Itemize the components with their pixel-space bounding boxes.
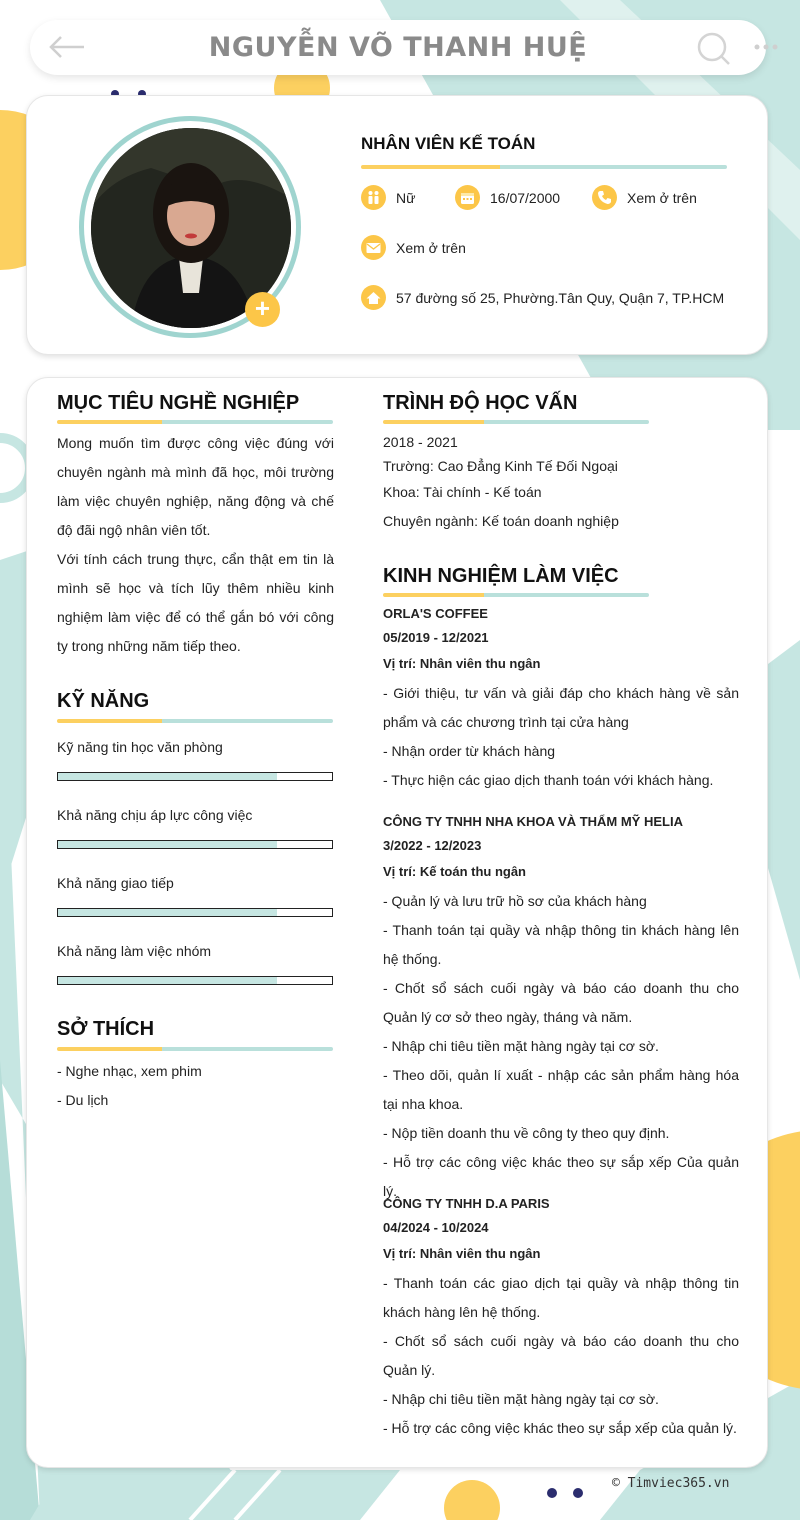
objective-line: nghiệm làm việc để có thể gắn bó với công: [57, 609, 334, 625]
job-period: 05/2019 - 12/2021: [383, 630, 489, 645]
objective-underline: [57, 420, 333, 424]
objective-line: Với tính cách trung thực, cẩn thật em tin là: [57, 551, 334, 567]
education-period: 2018 - 2021: [383, 434, 458, 450]
objective-line: ty trong những năm tiếp theo.: [57, 638, 241, 654]
phone-value: Xem ở trên: [627, 189, 697, 206]
job-position: Vị trí: Nhân viên thu ngân: [383, 656, 541, 671]
objective-line: chuyên ngành mà mình đã học, môi trường: [57, 464, 334, 480]
job-duty: - Chốt sổ sách cuối ngày và báo cáo doanh thu cho Quản lý cơ sở theo ngày, tháng và năm.: [383, 980, 739, 1025]
birthday-row: [455, 185, 560, 210]
skills-title: KỸ NĂNG: [57, 690, 150, 712]
objective-line: làm việc chuyên nghiệp, năng động và chế: [57, 493, 334, 509]
copyright-footer: © Timviec365.vn: [612, 1476, 730, 1491]
skill-bar: [57, 840, 333, 849]
skill-bar-fill: [58, 773, 277, 780]
skill-label: Khả năng chịu áp lực công việc: [57, 807, 253, 823]
skill-bar-fill: [58, 909, 277, 916]
education-school: Trường: Cao Đẳng Kinh Tế Đối Ngoại: [383, 458, 618, 474]
job-position: Vị trí: Nhân viên thu ngân: [383, 1246, 541, 1261]
skill-label: Khả năng làm việc nhóm: [57, 943, 212, 959]
phone-icon: [592, 185, 617, 210]
objective-line: độ đãi ngộ nhân viên tốt.: [57, 522, 211, 538]
skill-bar-fill: [58, 841, 277, 848]
email-row: [361, 235, 466, 260]
job-duty: - Nhập chi tiêu tiền mặt hàng ngày tại cơ sờ.: [383, 1038, 659, 1054]
skill-bar: [57, 772, 333, 781]
experience-entry: [383, 811, 739, 1206]
job-duty: - Thực hiện các giao dịch thanh toán với khách hàng.: [383, 772, 714, 788]
job-position: Vị trí: Kế toán thu ngân: [383, 864, 526, 879]
company-name: CÔNG TY TNHH D.A PARIS: [383, 1196, 550, 1211]
job-duty: - Nhận order từ khách hàng: [383, 743, 556, 759]
skill-label: Kỹ năng tin học văn phòng: [57, 739, 223, 755]
home-icon: [361, 285, 386, 310]
profile-card: [26, 95, 768, 355]
job-period: 3/2022 - 12/2023: [383, 838, 482, 853]
experience-underline: [383, 593, 649, 597]
objective-title: MỤC TIÊU NGHỀ NGHIỆP: [57, 392, 300, 414]
job-duty: - Thanh toán tại quầy và nhập thông tin khách hàng lên hệ thống.: [383, 922, 739, 967]
job-title: NHÂN VIÊN KẾ TOÁN: [361, 134, 536, 153]
job-duty: - Nộp tiền doanh thu về công ty theo quy định.: [383, 1125, 670, 1141]
search-icon[interactable]: [696, 31, 732, 67]
back-arrow-icon[interactable]: [48, 33, 86, 61]
education-underline: [383, 420, 649, 424]
skill-bar: [57, 976, 333, 985]
hobby-item: - Du lịch: [57, 1092, 109, 1108]
email-icon: [361, 235, 386, 260]
objective-line: Mong muốn tìm được công việc đúng với: [57, 435, 334, 451]
more-options-icon[interactable]: [753, 42, 779, 52]
address-row: [361, 285, 724, 310]
education-major: Chuyên ngành: Kế toán doanh nghiệp: [383, 513, 619, 529]
skill-bar: [57, 908, 333, 917]
job-duty: - Quản lý và lưu trữ hồ sơ của khách hàng: [383, 893, 647, 909]
education-title: TRÌNH ĐỘ HỌC VẤN: [383, 392, 578, 414]
title-underline: [361, 165, 727, 169]
birthday-value: 16/07/2000: [490, 189, 561, 206]
job-duty: - Nhập chi tiêu tiền mặt hàng ngày tại cơ sờ.: [383, 1391, 659, 1407]
hobbies-underline: [57, 1047, 333, 1051]
hobby-item: - Nghe nhạc, xem phim: [57, 1063, 202, 1079]
objective-text: [57, 429, 334, 661]
hobbies-title: SỞ THÍCH: [57, 1018, 155, 1040]
calendar-icon: [455, 185, 480, 210]
email-value: Xem ở trên: [396, 239, 466, 256]
job-duty: - Hỗ trợ các công việc khác theo sự sắp xếp của quản lý.: [383, 1420, 737, 1436]
job-duty: - Hỗ trợ các công việc khác theo sự sắp xếp Của quản lý.: [383, 1154, 739, 1199]
gender-value: Nữ: [396, 189, 416, 206]
job-duty: - Theo dõi, quản lí xuất - nhập các sản phẩm hàng hóa tại nha khoa.: [383, 1067, 739, 1112]
gender-icon: [361, 185, 386, 210]
skill-bar-fill: [58, 977, 277, 984]
company-name: CÔNG TY TNHH NHA KHOA VÀ THẨM MỸ HELIA: [383, 814, 683, 829]
skill-label: Khả năng giao tiếp: [57, 875, 174, 891]
company-name: ORLA'S COFFEE: [383, 606, 488, 621]
education-faculty: Khoa: Tài chính - Kế toán: [383, 484, 542, 500]
job-period: 04/2024 - 10/2024: [383, 1220, 489, 1235]
add-photo-button[interactable]: +: [245, 292, 280, 327]
phone-row: [592, 185, 697, 210]
job-duty: - Thanh toán các giao dịch tại quầy và nhập thông tin khách hàng lên hệ thống.: [383, 1275, 739, 1320]
job-duty: - Chốt sổ sách cuối ngày và báo cáo doanh thu cho Quản lý.: [383, 1333, 739, 1378]
app-header: [30, 20, 766, 75]
experience-entry: [383, 603, 739, 795]
page-title: NGUYỄN VÕ THANH HUỆ: [208, 32, 588, 63]
objective-line: mình sẽ học và tích lũy thêm nhiều kinh: [57, 580, 334, 596]
resume-body-card: [26, 377, 768, 1468]
experience-entry: [383, 1193, 739, 1443]
experience-title: KINH NGHIỆM LÀM VIỆC: [383, 565, 619, 587]
skills-underline: [57, 719, 333, 723]
gender-row: [361, 185, 415, 210]
address-value: 57 đường số 25, Phường.Tân Quy, Quận 7, TP.HCM: [396, 289, 725, 306]
job-duty: - Giới thiệu, tư vấn và giải đáp cho khách hàng về sản phẩm và các chương trình tại cửa hàng: [383, 685, 739, 730]
